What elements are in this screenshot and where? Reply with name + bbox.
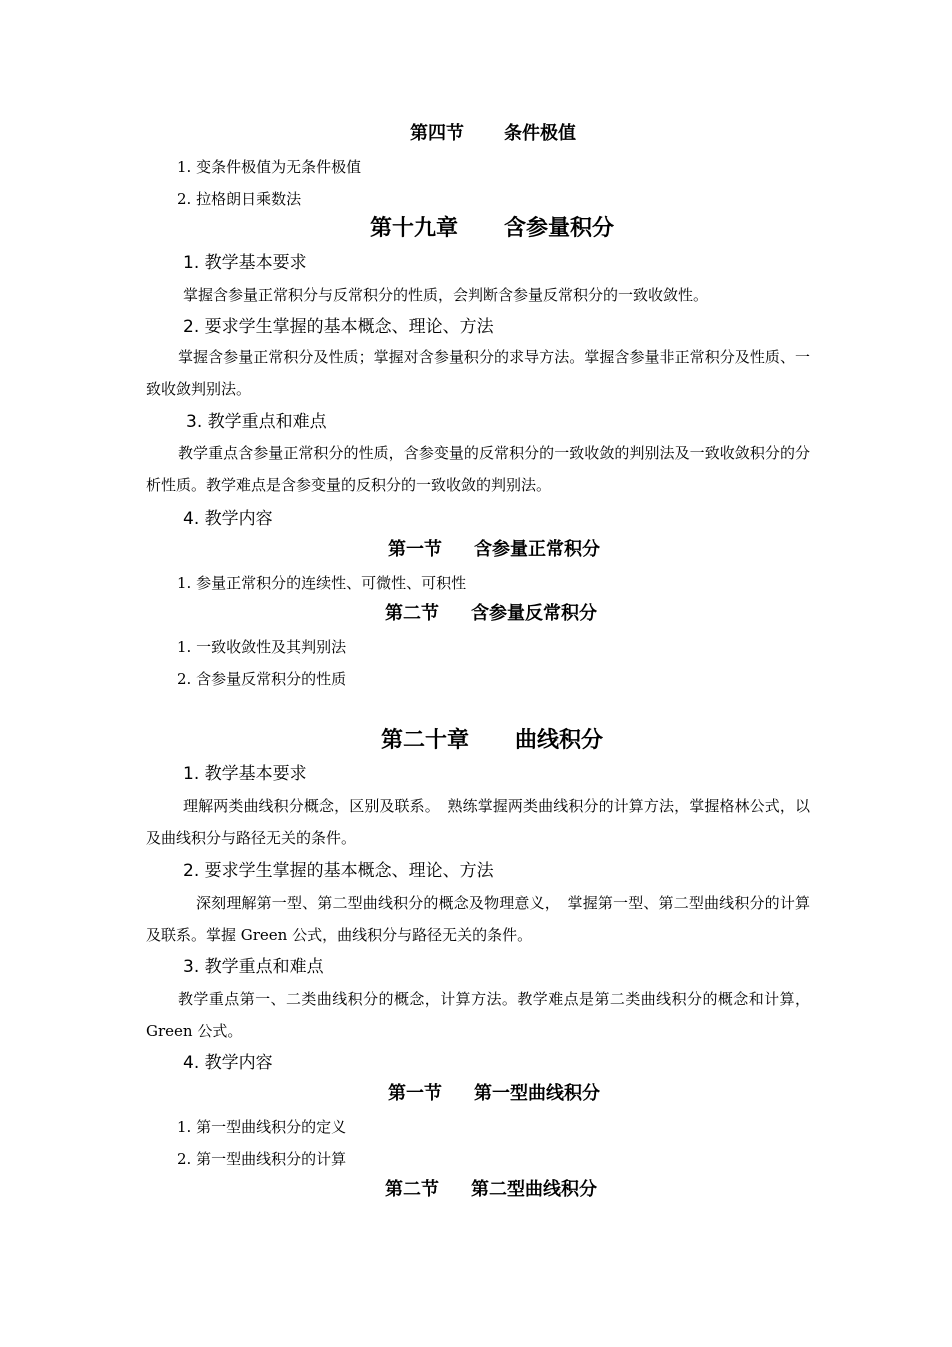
section-number: 第一节 bbox=[388, 539, 442, 560]
section-number: 第四节 bbox=[410, 123, 464, 144]
subheading: 3. 教学重点和难点 bbox=[186, 412, 327, 432]
paragraph: 教学重点第一、二类曲线积分的概念，计算方法。教学难点是第二类曲线积分的概念和计算，Green 公式。 bbox=[146, 990, 810, 1040]
list-item: 1. 变条件极值为无条件极值 bbox=[177, 158, 362, 176]
section-heading bbox=[385, 602, 597, 626]
section-title: 条件极值 bbox=[504, 123, 576, 144]
chapter-title: 含参量积分 bbox=[504, 216, 615, 241]
chapter-heading bbox=[370, 215, 614, 243]
paragraph: 教学重点含参量正常积分的性质，含参变量的反常积分的一致收敛的判别法及一致收敛积分的分析性质。教学难点是含参变量的反积分的一致收敛的判别法。 bbox=[146, 444, 810, 494]
paragraph: 掌握含参量正常积分与反常积分的性质，会判断含参量反常积分的一致收敛性。 bbox=[183, 286, 709, 304]
subheading: 3. 教学重点和难点 bbox=[183, 957, 324, 977]
subheading: 4. 教学内容 bbox=[183, 509, 273, 529]
section-heading bbox=[388, 538, 600, 562]
section-title: 第一型曲线积分 bbox=[474, 1083, 600, 1104]
subheading: 1. 教学基本要求 bbox=[183, 253, 307, 273]
section-number: 第二节 bbox=[385, 1179, 439, 1200]
subheading: 1. 教学基本要求 bbox=[183, 764, 307, 784]
subheading: 4. 教学内容 bbox=[183, 1053, 273, 1073]
list-item: 1. 第一型曲线积分的定义 bbox=[177, 1118, 347, 1136]
list-item: 1. 一致收敛性及其判别法 bbox=[177, 638, 347, 656]
section-title: 含参量反常积分 bbox=[471, 603, 597, 624]
list-item: 2. 第一型曲线积分的计算 bbox=[177, 1150, 347, 1168]
section-number: 第一节 bbox=[388, 1083, 442, 1104]
paragraph: 掌握含参量正常积分及性质；掌握对含参量积分的求导方法。掌握含参量非正常积分及性质、一致收敛判别法。 bbox=[146, 348, 810, 398]
section-heading bbox=[410, 122, 576, 146]
list-item: 2. 含参量反常积分的性质 bbox=[177, 670, 347, 688]
section-heading bbox=[385, 1178, 597, 1202]
chapter-title: 曲线积分 bbox=[515, 728, 604, 753]
paragraph: 深刻理解第一型、第二型曲线积分的概念及物理意义， 掌握第一型、第二型曲线积分的计算及联系。掌握 Green 公式，曲线积分与路径无关的条件。 bbox=[146, 894, 810, 944]
chapter-heading bbox=[381, 727, 603, 755]
chapter-number: 第二十章 bbox=[381, 728, 470, 753]
subheading: 2. 要求学生掌握的基本概念、理论、方法 bbox=[183, 317, 494, 337]
paragraph: 理解两类曲线积分概念，区别及联系。 熟练掌握两类曲线积分的计算方法，掌握格林公式，以及曲线积分与路径无关的条件。 bbox=[146, 797, 810, 847]
subheading: 2. 要求学生掌握的基本概念、理论、方法 bbox=[183, 861, 494, 881]
list-item: 1. 参量正常积分的连续性、可微性、可积性 bbox=[177, 574, 467, 592]
section-number: 第二节 bbox=[385, 603, 439, 624]
section-title: 含参量正常积分 bbox=[474, 539, 600, 560]
section-heading bbox=[388, 1082, 600, 1106]
chapter-number: 第十九章 bbox=[370, 216, 459, 241]
section-title: 第二型曲线积分 bbox=[471, 1179, 597, 1200]
list-item: 2. 拉格朗日乘数法 bbox=[177, 190, 302, 208]
